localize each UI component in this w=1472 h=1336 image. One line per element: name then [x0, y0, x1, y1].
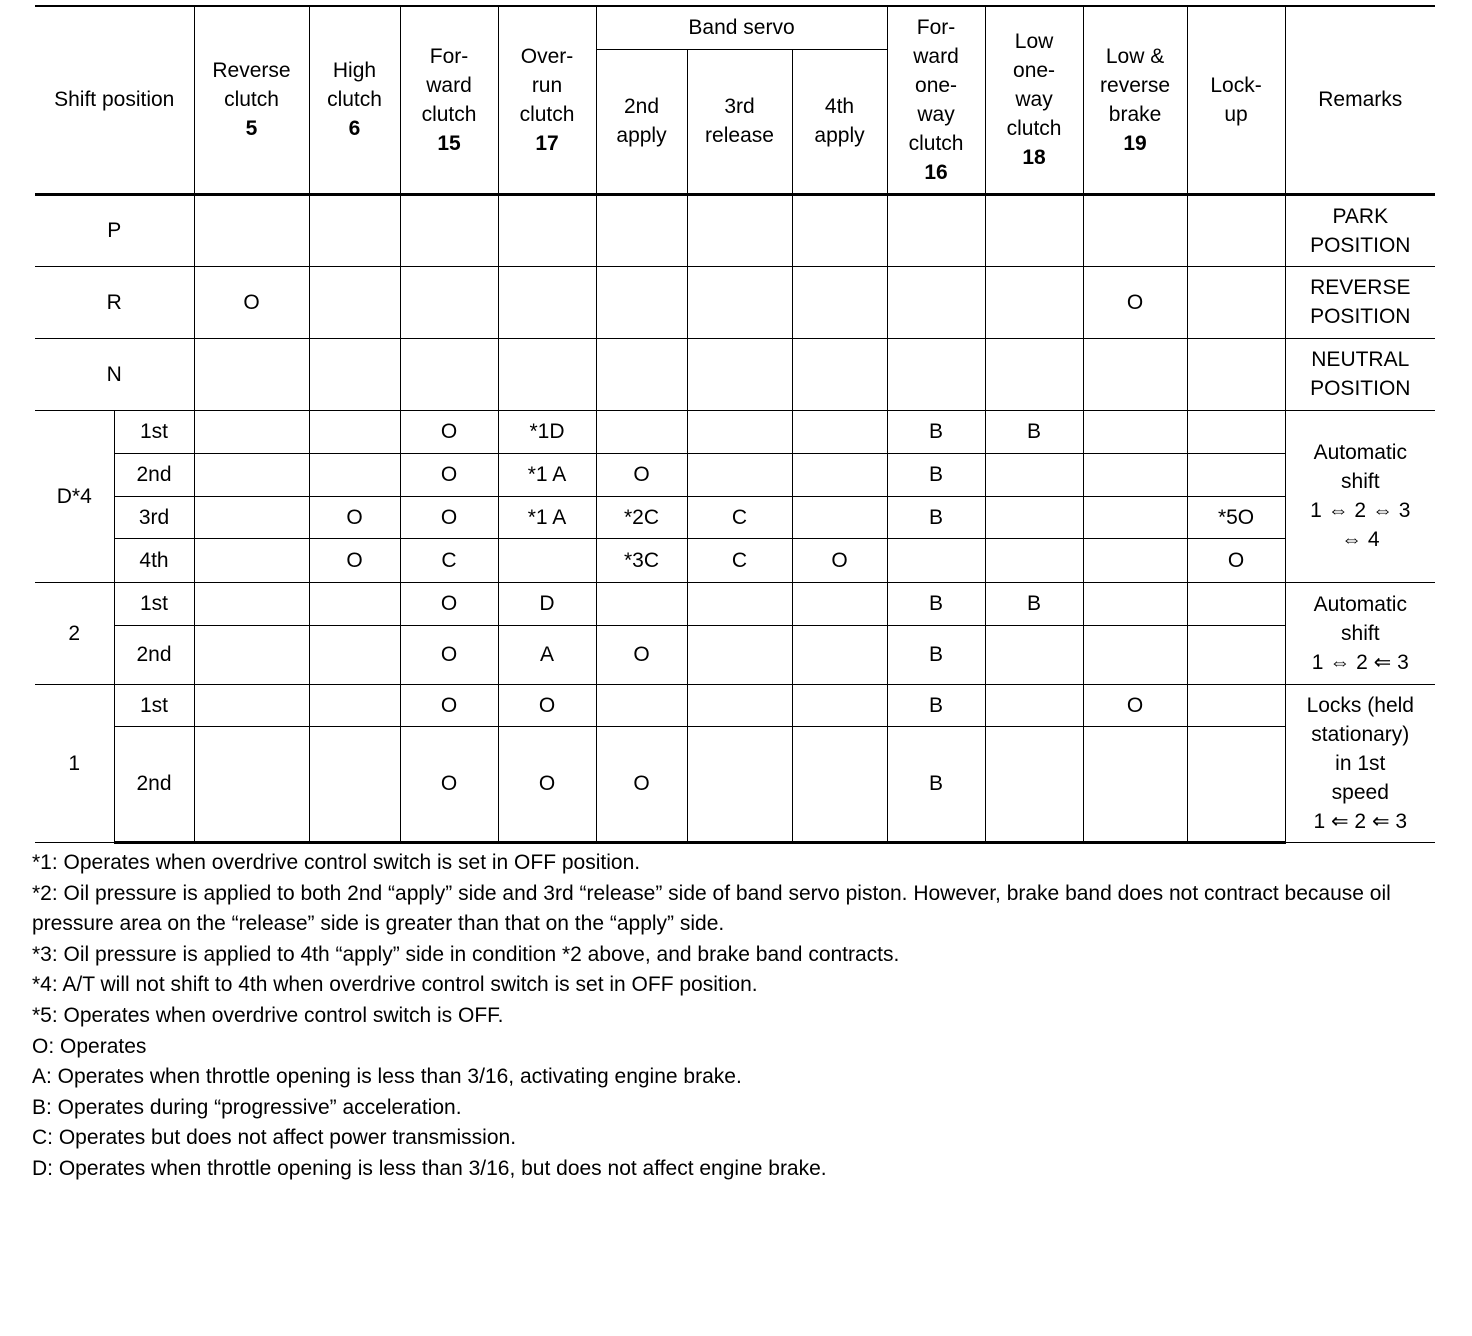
- table-cell: [887, 338, 985, 410]
- table-cell: [985, 625, 1083, 684]
- table-cell: [985, 496, 1083, 538]
- header-label: Reverse clutch: [212, 59, 291, 112]
- header-col-8: [985, 6, 1083, 194]
- table-cell: [309, 684, 400, 726]
- table-cell: O: [596, 625, 687, 684]
- table-cell: O: [400, 410, 498, 453]
- table-cell: [1187, 625, 1285, 684]
- table-cell: [1083, 726, 1187, 842]
- table-cell: [194, 453, 309, 496]
- table-cell: [1083, 194, 1187, 266]
- shift-position-cell: P: [35, 194, 194, 266]
- table-cell: C: [687, 538, 792, 582]
- table-cell: B: [887, 684, 985, 726]
- table-cell: *1 A: [498, 496, 596, 538]
- table-cell: [985, 726, 1083, 842]
- table-cell: [400, 266, 498, 338]
- table-cell: [1083, 410, 1187, 453]
- table-cell: [1187, 453, 1285, 496]
- table-cell: [1083, 453, 1187, 496]
- table-cell: [1187, 726, 1285, 842]
- table-row: [35, 538, 1435, 582]
- header-label: 3rd release: [705, 95, 774, 147]
- table-cell: [687, 194, 792, 266]
- table-cell: [309, 338, 400, 410]
- header-label: Over- run clutch: [519, 44, 575, 126]
- table-cell: [985, 538, 1083, 582]
- table-row: [35, 625, 1435, 684]
- table-row: [35, 410, 1435, 453]
- gear-cell: 1st: [114, 684, 194, 726]
- table-cell: C: [400, 538, 498, 582]
- header-col-4: [596, 49, 687, 194]
- clutch-band-chart-table: [35, 5, 1435, 844]
- table-body: [35, 194, 1435, 842]
- table-cell: [309, 582, 400, 625]
- table-cell: [1083, 496, 1187, 538]
- shift-position-cell: N: [35, 338, 194, 410]
- table-cell: [985, 453, 1083, 496]
- table-row: [35, 266, 1435, 338]
- header-col-6: [792, 49, 887, 194]
- table-row: [35, 194, 1435, 266]
- table-cell: [1187, 684, 1285, 726]
- table-cell: [792, 684, 887, 726]
- table-cell: [887, 538, 985, 582]
- header-col-0: [194, 6, 309, 194]
- gear-cell: 2nd: [114, 625, 194, 684]
- remarks-cell: Automatic shift 1 ⇔ 2 ⇔ 3 ⇔ 4: [1285, 410, 1435, 582]
- header-label: Low one- way clutch: [1006, 30, 1062, 141]
- table-cell: [687, 625, 792, 684]
- table-cell: [1187, 582, 1285, 625]
- shift-position-cell: 1: [35, 684, 114, 842]
- table-cell: [985, 266, 1083, 338]
- table-cell: [309, 410, 400, 453]
- footnotes: [32, 848, 1452, 1185]
- table-row: [35, 496, 1435, 538]
- table-cell: A: [498, 625, 596, 684]
- table-cell: [194, 582, 309, 625]
- table-cell: [792, 582, 887, 625]
- footnote: *2: Oil pressure is applied to both 2nd “apply” side and 3rd “release” side of band servo piston. However, brake band does not contract because oil pressure area on the “release” side is greater than that on the “apply” side.: [32, 881, 1391, 936]
- header-col-1: [309, 6, 400, 194]
- shift-position-cell: 2: [35, 582, 114, 684]
- header-number: 17: [535, 131, 559, 155]
- header-col-3: [498, 6, 596, 194]
- table-cell: [194, 625, 309, 684]
- gear-cell: 4th: [114, 538, 194, 582]
- table-cell: *1 A: [498, 453, 596, 496]
- header-number: 5: [245, 117, 258, 141]
- table-cell: [687, 338, 792, 410]
- table-cell: [792, 338, 887, 410]
- table-cell: [687, 582, 792, 625]
- table-cell: [309, 453, 400, 496]
- footnote: D: Operates when throttle opening is less than 3/16, but does not affect engine brake.: [32, 1156, 827, 1180]
- table-cell: O: [194, 266, 309, 338]
- table-cell: [309, 266, 400, 338]
- table-cell: B: [887, 496, 985, 538]
- header-col-2: [400, 6, 498, 194]
- table-cell: [792, 453, 887, 496]
- header-number: 15: [437, 131, 461, 155]
- table-cell: B: [887, 726, 985, 842]
- table-cell: [309, 726, 400, 842]
- table-cell: [194, 684, 309, 726]
- table-cell: [194, 496, 309, 538]
- table-cell: [792, 496, 887, 538]
- table-cell: [194, 538, 309, 582]
- table-cell: [687, 453, 792, 496]
- header-col-10: [1187, 6, 1285, 194]
- gear-cell: 2nd: [114, 726, 194, 842]
- table-cell: [596, 582, 687, 625]
- header-shift-position: Shift position: [35, 6, 194, 194]
- remarks-cell: Locks (held stationary) in 1st speed 1 ⇐ 2 ⇐ 3: [1285, 684, 1435, 842]
- table-cell: [1083, 582, 1187, 625]
- table-cell: [1187, 338, 1285, 410]
- table-cell: [596, 194, 687, 266]
- table-cell: *1D: [498, 410, 596, 453]
- gear-cell: 1st: [114, 582, 194, 625]
- gear-cell: 3rd: [114, 496, 194, 538]
- table-row: [35, 684, 1435, 726]
- footnote: *5: Operates when overdrive control switch is OFF.: [32, 1003, 504, 1027]
- header-label: For- ward one- way clutch: [908, 15, 964, 155]
- table-cell: *2C: [596, 496, 687, 538]
- table-cell: [792, 410, 887, 453]
- table-cell: [498, 338, 596, 410]
- table-cell: [792, 726, 887, 842]
- table-cell: [194, 726, 309, 842]
- table-cell: [1187, 266, 1285, 338]
- footnote: *4: A/T will not shift to 4th when overdrive control switch is set in OFF position.: [32, 973, 758, 997]
- table-cell: [985, 338, 1083, 410]
- table-cell: O: [792, 538, 887, 582]
- header-number: 19: [1123, 131, 1147, 155]
- table-cell: [792, 194, 887, 266]
- table-cell: [596, 266, 687, 338]
- table-cell: B: [887, 625, 985, 684]
- header-label: High clutch: [327, 59, 382, 112]
- table-cell: O: [309, 496, 400, 538]
- table-cell: O: [596, 453, 687, 496]
- header-label: Low & reverse brake: [1100, 44, 1171, 126]
- table-cell: O: [498, 684, 596, 726]
- header-label: 4th apply: [814, 95, 865, 147]
- table-cell: O: [400, 726, 498, 842]
- header-band-servo: Band servo: [596, 6, 887, 49]
- footnote: B: Operates during “progressive” acceleration.: [32, 1095, 462, 1119]
- table-cell: O: [1187, 538, 1285, 582]
- remarks-cell: NEUTRAL POSITION: [1285, 338, 1435, 410]
- table-row: [35, 726, 1435, 842]
- table-cell: B: [887, 453, 985, 496]
- shift-position-cell: D*4: [35, 410, 114, 582]
- shift-position-cell: R: [35, 266, 194, 338]
- table-cell: [498, 266, 596, 338]
- table-cell: [400, 338, 498, 410]
- table-cell: O: [400, 496, 498, 538]
- table-cell: [687, 266, 792, 338]
- table-cell: [596, 338, 687, 410]
- gear-cell: 1st: [114, 410, 194, 453]
- table-cell: B: [887, 582, 985, 625]
- table-cell: [687, 684, 792, 726]
- header-label: Lock- up: [1210, 73, 1262, 126]
- table-cell: O: [596, 726, 687, 842]
- table-cell: *3C: [596, 538, 687, 582]
- table-row: [35, 453, 1435, 496]
- footnote: *1: Operates when overdrive control switch is set in OFF position.: [32, 851, 641, 874]
- table-row: [35, 338, 1435, 410]
- table-cell: [687, 726, 792, 842]
- table-cell: [985, 194, 1083, 266]
- header-label: 2nd apply: [616, 95, 667, 147]
- table-cell: [1083, 625, 1187, 684]
- table-cell: [194, 410, 309, 453]
- remarks-cell: PARK POSITION: [1285, 194, 1435, 266]
- table-cell: [792, 625, 887, 684]
- table-cell: [309, 194, 400, 266]
- table-cell: B: [985, 582, 1083, 625]
- table-cell: B: [985, 410, 1083, 453]
- header-col-7: [887, 6, 985, 194]
- header-number: 6: [348, 117, 361, 141]
- table-cell: O: [400, 453, 498, 496]
- table-cell: [400, 194, 498, 266]
- table-cell: O: [1083, 266, 1187, 338]
- table-cell: O: [498, 726, 596, 842]
- table-cell: [194, 194, 309, 266]
- table-cell: O: [309, 538, 400, 582]
- table-cell: [1083, 538, 1187, 582]
- table-cell: [792, 266, 887, 338]
- table-row: [35, 582, 1435, 625]
- footnote: O: Operates: [32, 1034, 147, 1058]
- remarks-cell: Automatic shift 1 ⇔ 2 ⇐ 3: [1285, 582, 1435, 684]
- table-cell: [596, 684, 687, 726]
- table-cell: [309, 625, 400, 684]
- header-remarks: Remarks: [1285, 6, 1435, 194]
- footnote: *3: Oil pressure is applied to 4th “apply” side in condition *2 above, and brake band contracts.: [32, 942, 900, 966]
- table-cell: O: [1083, 684, 1187, 726]
- table-cell: C: [687, 496, 792, 538]
- table-cell: [985, 684, 1083, 726]
- table-cell: D: [498, 582, 596, 625]
- header-label: For- ward clutch: [421, 44, 477, 126]
- header-number: 16: [924, 160, 948, 184]
- header-col-9: [1083, 6, 1187, 194]
- table-cell: [887, 266, 985, 338]
- table-cell: [596, 410, 687, 453]
- header-col-5: [687, 49, 792, 194]
- table-cell: O: [400, 625, 498, 684]
- table-cell: [887, 194, 985, 266]
- table-cell: [1187, 410, 1285, 453]
- footnote: A: Operates when throttle opening is less than 3/16, activating engine brake.: [32, 1065, 742, 1089]
- table-cell: [498, 538, 596, 582]
- header-number: 18: [1022, 146, 1046, 170]
- table-cell: [1083, 338, 1187, 410]
- table-cell: [1187, 194, 1285, 266]
- table-cell: *5O: [1187, 496, 1285, 538]
- table-cell: O: [400, 684, 498, 726]
- table-cell: [194, 338, 309, 410]
- table-cell: [687, 410, 792, 453]
- gear-cell: 2nd: [114, 453, 194, 496]
- footnote: C: Operates but does not affect power transmission.: [32, 1126, 517, 1150]
- remarks-cell: REVERSE POSITION: [1285, 266, 1435, 338]
- table-cell: B: [887, 410, 985, 453]
- table-cell: O: [400, 582, 498, 625]
- table-cell: [498, 194, 596, 266]
